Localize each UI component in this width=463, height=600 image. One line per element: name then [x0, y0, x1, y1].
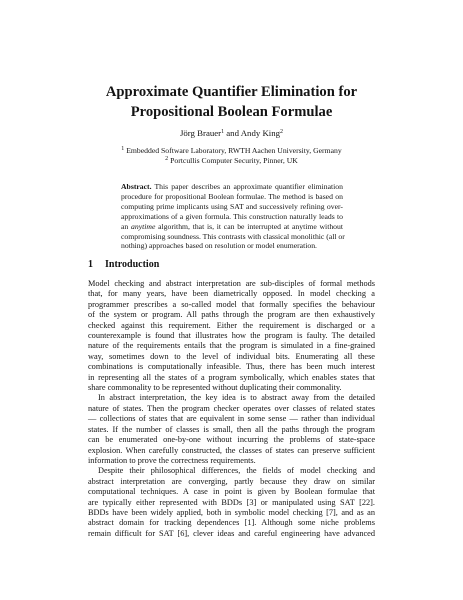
paragraph [88, 466, 375, 539]
text-line: BDDs have been widely applied, both in symbolic model checking [7], and as an [88, 507, 375, 517]
text-line: explosion. When carefully constructed, the classes of states can preserve sufficient [88, 445, 375, 455]
author-1: Jörg Brauer [179, 128, 222, 138]
abstract-line: approximations of a given formula. This construction naturally leads to [121, 211, 343, 221]
affiliation-2 [60, 156, 403, 166]
author-2: Andy King [240, 128, 281, 138]
affiliations [60, 146, 403, 166]
text-line: Model checking and abstract interpretation are sub-disciples of formal methods [88, 279, 375, 288]
title-line-2: Propositional Boolean Formulae [130, 104, 333, 120]
author-1-mark: 1 [221, 129, 225, 135]
text-line: programmer prescribes a so-called model that formally specifies the behaviour [88, 299, 375, 309]
author-2-mark: 2 [280, 129, 284, 135]
affiliation-1 [60, 146, 403, 156]
text-line: combinations is computationally infeasible. Thus, there has been much interest [88, 362, 375, 372]
title-line-1: Approximate Quantifier Elimination for [105, 84, 358, 100]
text-line: information to prove the correctness requirements. [88, 455, 256, 465]
text-line: Despite their philosophical differences, the fields of model checking and [98, 466, 375, 476]
text-line: are typically either represented with BDDs [3] or manipulated using SAT [22]. [88, 497, 375, 507]
text-line: nature of the requirements entails that the program is simulated in a fine-grained [88, 341, 375, 351]
text-line: In abstract interpretation, the key idea is to abstract away from the detailed [98, 393, 375, 403]
author-conjunction: and [224, 128, 241, 138]
text-line: abstract interpretation are converging, partly because they draw on similar [88, 476, 375, 486]
abstract-line: nothing) approaches based on resolution or model enumeration. [121, 241, 317, 251]
paper-title [60, 82, 403, 122]
abstract-line: computing prime implicants using SAT and successively refining over- [121, 201, 343, 211]
text-line: in representing all the states of a program symbolically, which enables states that [88, 372, 375, 382]
section-number: 1 [88, 259, 93, 270]
affiliation-1-mark: 1 [121, 146, 125, 152]
section-heading [88, 259, 159, 271]
abstract-line [121, 182, 343, 192]
text-line: — collections of states that are equivalent in some sense — rather than individual [88, 414, 375, 424]
paragraph [88, 279, 375, 393]
text-line: nature of states. Then the program checker operates over classes of related states [88, 403, 375, 413]
abstract-heading: Abstract. [121, 182, 152, 191]
text-line: counterexample is found that illustrates how the program is faulty. The detailed [88, 331, 375, 341]
abstract-line: procedure for propositional Boolean formulae. The method is based on [121, 191, 343, 201]
text-line: can be enumerated one-by-one without incurring the problems of state-space [88, 435, 375, 445]
text-line: that, for many years, have been diametrically opposed. In model checking a [88, 289, 375, 299]
abstract-line: compromising soundness. This contrasts with classical monolithic (all or [121, 231, 345, 241]
text-line: remain difficult for SAT [6], clever ideas and careful engineering have advanced [88, 528, 375, 538]
affiliation-2-mark: 2 [165, 156, 169, 162]
abstract-emphasis: anytime [131, 221, 156, 231]
text-line: checked against this requirement. Either the requirement is discharged or a [88, 320, 375, 330]
text-line: of the system or program. All paths through the program are then exhaustively [88, 310, 375, 320]
abstract-text: This paper describes an approximate quantifier elimination [151, 182, 343, 191]
text-line: states. If the number of classes is small, then all the paths through the program [88, 424, 375, 434]
paragraph [88, 393, 375, 466]
affiliation-1-text: Embedded Software Laboratory, RWTH Aachen University, Germany [124, 146, 342, 155]
body-text [88, 279, 375, 539]
text-line: share commonality to be represented without duplicating their commonality. [88, 383, 342, 393]
author-list [60, 128, 403, 139]
affiliation-2-text: Portcullis Computer Security, Pinner, UK [168, 156, 298, 165]
abstract [121, 182, 343, 251]
text-line: computational techniques. A case in point is given by Boolean formulae that [88, 487, 375, 497]
text-line: way, sometimes down to the level of individual bits. Enumerating all these [88, 351, 375, 361]
text-line: abstract domain for tracking dependences [1]. Although some niche problems [88, 518, 375, 528]
abstract-text: algorithm, that is, it can be interrupted at anytime without [158, 221, 344, 231]
section-title: Introduction [105, 259, 160, 270]
abstract-text: an [121, 221, 132, 231]
abstract-line [121, 222, 343, 232]
